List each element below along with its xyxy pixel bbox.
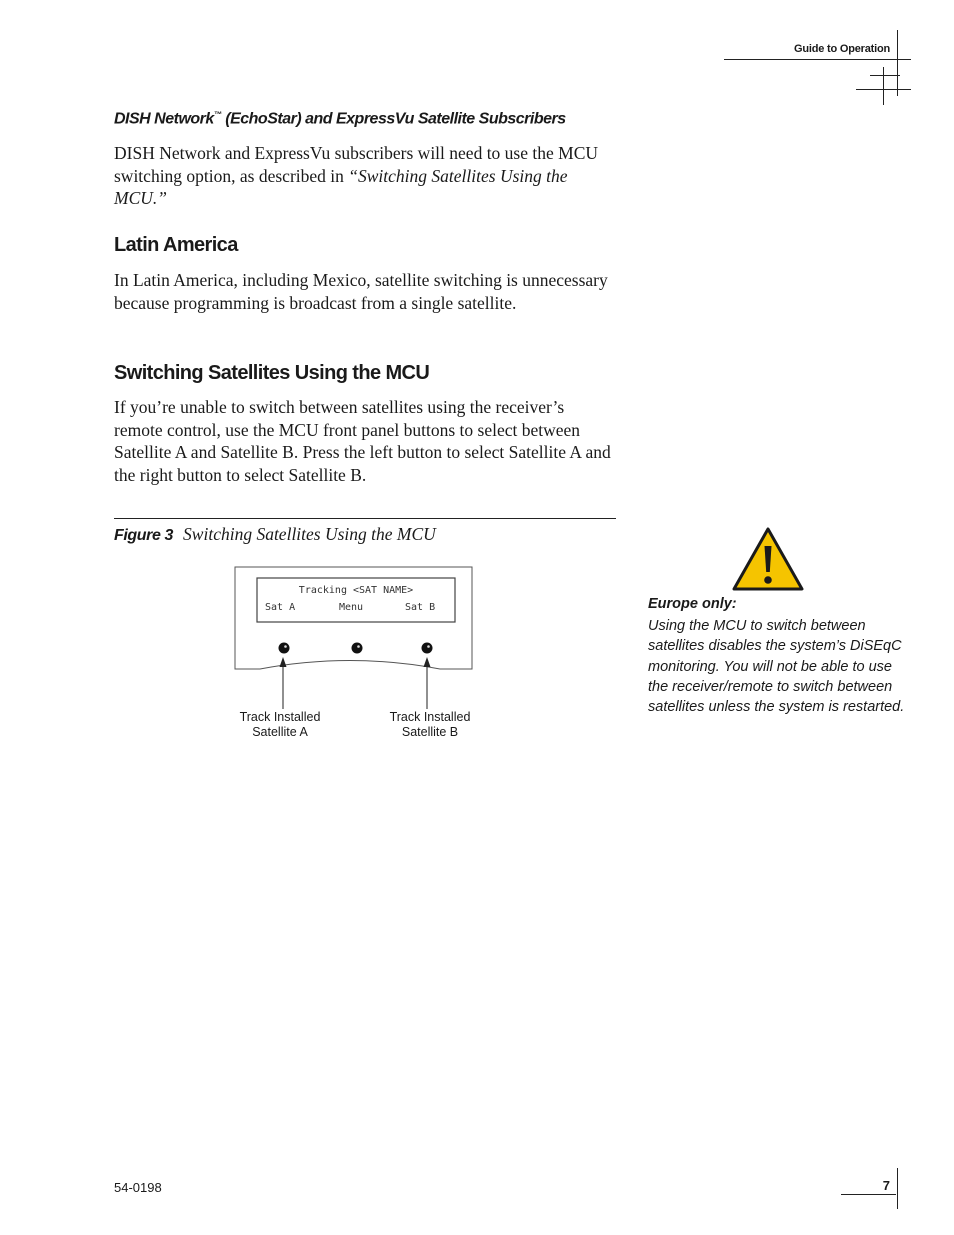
mcu-center-button xyxy=(352,643,363,654)
trademark-mark: ™ xyxy=(213,110,222,119)
callout-left-line-2: Satellite A xyxy=(252,725,308,739)
page-number: 7 xyxy=(882,1178,890,1193)
button-highlight xyxy=(427,645,430,648)
callout-right-line-2: Satellite B xyxy=(401,725,459,739)
mcu-right-button xyxy=(422,643,433,654)
latin-america-heading: Latin America xyxy=(114,234,238,256)
switching-body: If you’re unable to switch between satellites using the receiver’s remote control, use the MCU front panel buttons to select between Satellite A and Satellite B. Press the left button to select Satellite A and the right button to select Satellite B. xyxy=(114,397,611,485)
lcd-label-center: Menu xyxy=(339,602,364,613)
figure-label: Figure 3 xyxy=(114,527,174,544)
warning-triangle-icon xyxy=(731,526,805,592)
warning-body: Using the MCU to switch between satellites disables the system’s DiSEqC monitoring. You will not be able to use the receiver/remote to switch between satellites unless the system is restarted. xyxy=(648,618,905,716)
callout-arrows xyxy=(270,655,440,710)
arrow-right-head xyxy=(424,657,431,667)
footer-crop-mark xyxy=(897,1168,898,1209)
button-highlight xyxy=(284,645,287,648)
lcd-label-right: Sat B xyxy=(405,602,436,613)
crop-mark-horizontal-2 xyxy=(870,75,900,76)
dish-heading xyxy=(114,110,566,128)
dish-heading-brand: DISH Network xyxy=(114,110,214,128)
warning-title: Europe only: xyxy=(648,596,737,612)
figure-caption-line xyxy=(114,524,436,545)
switching-heading: Switching Satellites Using the MCU xyxy=(114,362,430,384)
callout-right xyxy=(370,710,490,740)
footer-rule xyxy=(841,1194,896,1195)
crop-mark-vertical-2 xyxy=(883,67,884,105)
figure-rule xyxy=(114,518,616,519)
dish-heading-rest: (EchoStar) and ExpressVu Satellite Subscribers xyxy=(221,110,566,128)
figure-caption: Switching Satellites Using the MCU xyxy=(183,524,436,544)
lcd-line-1: Tracking <SAT NAME> xyxy=(298,585,414,596)
running-header: Guide to Operation xyxy=(793,43,890,55)
dish-body xyxy=(114,142,624,210)
header-rule xyxy=(724,59,911,60)
crop-mark-vertical xyxy=(897,30,898,96)
callout-left-line-1: Track Installed xyxy=(239,710,321,724)
mcu-left-button xyxy=(279,643,290,654)
callout-right-line-1: Track Installed xyxy=(389,710,471,724)
latin-america-body: In Latin America, including Mexico, satellite switching is unnecessary because programming is broadcast from a single satellite. xyxy=(114,270,608,313)
button-highlight xyxy=(357,645,360,648)
dish-body-reference: “Switching Satellites Using the MCU.” xyxy=(114,165,568,208)
lcd-label-left: Sat A xyxy=(265,602,296,613)
arrow-left-head xyxy=(280,657,287,667)
callout-left xyxy=(220,710,340,740)
dish-body-text: DISH Network and ExpressVu subscribers will need to use the MCU switching option, as described in xyxy=(114,143,599,186)
document-number: 54-0198 xyxy=(114,1180,162,1195)
